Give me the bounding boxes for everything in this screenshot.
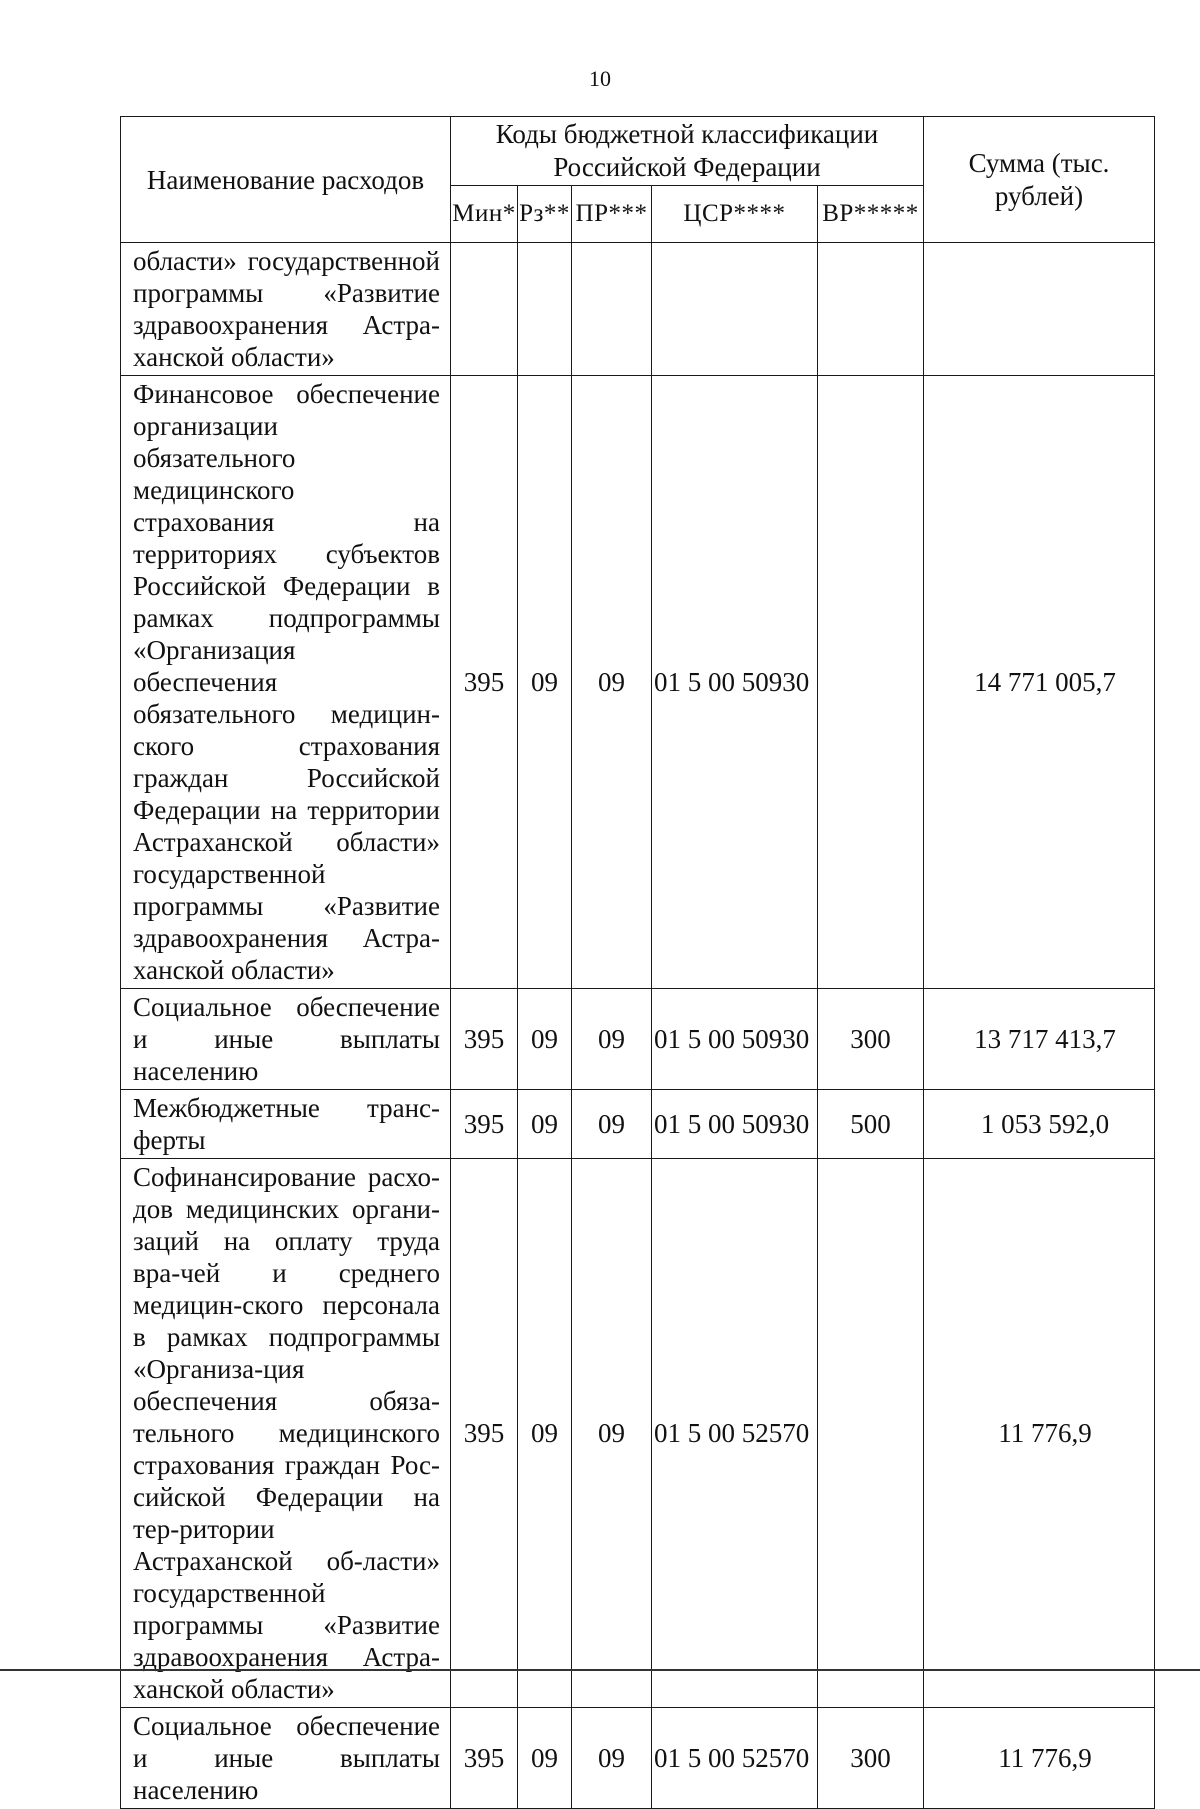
row-rz	[518, 243, 572, 376]
row-name: Софинансирование расхо-дов медицинских органи-заций на оплату труда вра-чей и среднего медицин-ского персонала в рамках подпрограммы «Организа-ция обеспечения обяза-тельного медицинского страхования граждан Рос-сийской Федерации на тер-ритории Астраханской об-ласти» государственной программы «Развитие здравоохранения Астра-ханской области»	[121, 1159, 451, 1708]
row-pr	[572, 243, 652, 376]
row-pr: 09	[572, 376, 652, 989]
row-vr: 300	[818, 1708, 924, 1809]
budget-table	[120, 116, 1155, 1809]
header-csr: ЦСР****	[652, 186, 818, 243]
row-sum: 1 053 592,0	[924, 1090, 1155, 1159]
row-min: 395	[451, 1708, 518, 1809]
row-name: Межбюджетные транс-ферты	[121, 1090, 451, 1159]
row-name: Социальное обеспечение и иные выплаты населению	[121, 989, 451, 1090]
header-codes: Коды бюджетной классификации Российской Федерации	[451, 117, 924, 186]
row-rz: 09	[518, 376, 572, 989]
row-rz: 09	[518, 1159, 572, 1708]
row-sum: 13 717 413,7	[924, 989, 1155, 1090]
row-vr: 500	[818, 1090, 924, 1159]
row-rz: 09	[518, 1090, 572, 1159]
row-name: области» государственной программы «Развитие здравоохранения Астра-ханской области»	[121, 243, 451, 376]
row-vr	[818, 243, 924, 376]
header-vr: ВР*****	[818, 186, 924, 243]
table-row	[121, 1159, 1155, 1708]
header-pr: ПР***	[572, 186, 652, 243]
page-number: 10	[589, 66, 611, 91]
row-csr: 01 5 00 52570	[652, 1159, 818, 1708]
row-min: 395	[451, 989, 518, 1090]
header-min: Мин*	[451, 186, 518, 243]
row-name: Социальное обеспечение и иные выплаты населению	[121, 1708, 451, 1809]
bottom-rule	[0, 1669, 1200, 1671]
header-rz: Рз**	[518, 186, 572, 243]
header-name: Наименование расходов	[121, 117, 451, 243]
row-vr: 300	[818, 989, 924, 1090]
table-row	[121, 1708, 1155, 1809]
table-row	[121, 1090, 1155, 1159]
row-sum: 11 776,9	[924, 1159, 1155, 1708]
row-sum: 14 771 005,7	[924, 376, 1155, 989]
row-csr: 01 5 00 50930	[652, 1090, 818, 1159]
header-sum: Сумма (тыс. рублей)	[924, 117, 1155, 243]
row-pr: 09	[572, 1159, 652, 1708]
row-csr: 01 5 00 50930	[652, 989, 818, 1090]
row-rz: 09	[518, 989, 572, 1090]
row-csr: 01 5 00 50930	[652, 376, 818, 989]
row-min: 395	[451, 376, 518, 989]
row-sum: 11 776,9	[924, 1708, 1155, 1809]
row-sum	[924, 243, 1155, 376]
table-row	[121, 243, 1155, 376]
table-row	[121, 376, 1155, 989]
row-name: Финансовое обеспечение организации обязательного медицинского страхования на территориях субъектов Российской Федерации в рамках подпрограммы «Организация обеспечения обязательного медицин-ского страхования граждан Российской Федерации на территории Астраханской области» государственной программы «Развитие здравоохранения Астра-ханской области»	[121, 376, 451, 989]
table-row	[121, 989, 1155, 1090]
row-min: 395	[451, 1090, 518, 1159]
row-pr: 09	[572, 1708, 652, 1809]
header-row	[121, 117, 1155, 186]
row-pr: 09	[572, 989, 652, 1090]
row-rz: 09	[518, 1708, 572, 1809]
row-pr: 09	[572, 1090, 652, 1159]
row-csr	[652, 243, 818, 376]
row-vr	[818, 1159, 924, 1708]
row-min	[451, 243, 518, 376]
row-min: 395	[451, 1159, 518, 1708]
row-vr	[818, 376, 924, 989]
row-csr: 01 5 00 52570	[652, 1708, 818, 1809]
